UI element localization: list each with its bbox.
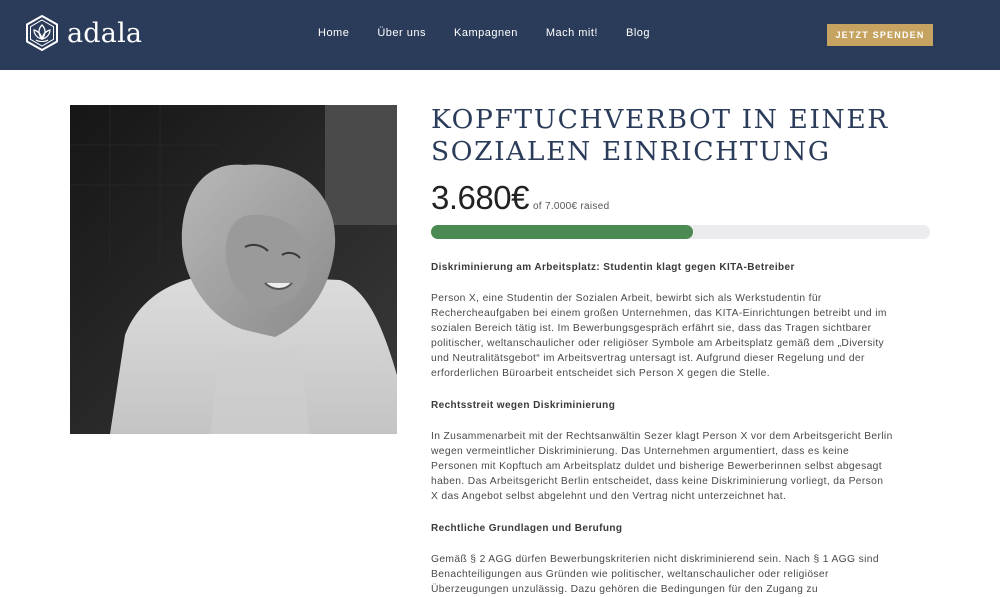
woman-in-hijab-photo [70, 105, 397, 434]
para-line: erforderlichen Büroarbeit entscheidet sich Person X gegen die Stelle. [431, 368, 770, 379]
brand-link[interactable] [24, 14, 142, 52]
site-header [0, 0, 1000, 70]
section-heading-1: Diskriminierung am Arbeitsplatz: Studentin klagt gegen KITA-Betreiber [431, 262, 795, 273]
para-line: Benachteiligungen aus Gründen wie politischer, weltanschaulicher oder religiöser [431, 569, 829, 580]
para-line: In Zusammenarbeit mit der Rechtsanwältin Sezer klagt Person X vor dem Arbeitsgericht Berlin [431, 431, 893, 442]
campaign-title [431, 104, 931, 168]
section-heading-3: Rechtliche Grundlagen und Berufung [431, 523, 623, 534]
para-line: Überzeugungen unzulässig. Dazu gehören die Bedingungen für den Zugang zu [431, 584, 818, 595]
section-heading-2: Rechtsstreit wegen Diskriminierung [431, 400, 616, 411]
para-line: Person X, eine Studentin der Sozialen Arbeit, bewirbt sich als Werkstudentin für [431, 293, 822, 304]
raised-goal-text: of 7.000€ raised [532, 201, 610, 212]
para-line: sozialen Bereich tätig ist. Im Bewerbungsgespräch erfährt sie, dass das Tragen sichtbarer [431, 323, 872, 334]
para-line: politischer, weltanschaulicher oder religiöser Symbole am Arbeitsplatz gemäß dem „Diversity [431, 338, 885, 349]
campaign-photo [70, 105, 397, 434]
campaign-content [431, 104, 931, 597]
para-line: X das Angebot selbst abgelehnt und den Vertrag nicht unterzeichnet hat. [431, 491, 787, 502]
nav-blog[interactable]: Blog [626, 27, 651, 39]
brand-name: adala [67, 17, 143, 49]
section-paragraph-2 [431, 429, 931, 504]
main-nav [318, 27, 678, 39]
para-line: Rechercheaufgaben bei einem großen Unternehmen, das KITA-Einrichtungen betreibt und im [431, 308, 887, 319]
section-paragraph-1 [431, 291, 931, 381]
lotus-hexagon-icon [24, 14, 60, 52]
nav-home[interactable]: Home [318, 27, 350, 39]
title-line-1: KOPFTUCHVERBOT IN EINER [431, 104, 889, 135]
title-line-2: SOZIALEN EINRICHTUNG [431, 136, 831, 167]
nav-ueber-uns[interactable]: Über uns [377, 27, 426, 39]
para-line: wegen vermeintlicher Diskriminierung. Das Unternehmen argumentiert, dass es keine [431, 446, 850, 457]
raised-summary [431, 179, 931, 217]
para-line: und Neutralitätsgebot“ im Arbeitsvertrag untersagt ist. Aufgrund dieser Regelung und der [431, 353, 865, 364]
section-paragraph-3 [431, 552, 931, 597]
para-line: Gemäß § 2 AGG dürfen Bewerbungskriterien nicht diskriminierend sein. Nach § 1 AGG sind [431, 554, 879, 565]
nav-kampagnen[interactable]: Kampagnen [453, 27, 518, 39]
donate-button[interactable]: JETZT SPENDEN [827, 24, 933, 46]
para-line: haben. Das Arbeitsgericht Berlin entscheidet, dass keine Diskriminierung vorliegt, da Person [431, 476, 884, 487]
raised-amount: 3.680€ [431, 179, 529, 216]
donation-progress-fill [431, 225, 693, 239]
donation-progress-bar [431, 225, 930, 239]
para-line: Personen mit Kopftuch am Arbeitsplatz duldet und bisherige Bewerberinnen selbst abgesagt [431, 461, 882, 472]
nav-mach-mit[interactable]: Mach mit! [545, 27, 598, 39]
